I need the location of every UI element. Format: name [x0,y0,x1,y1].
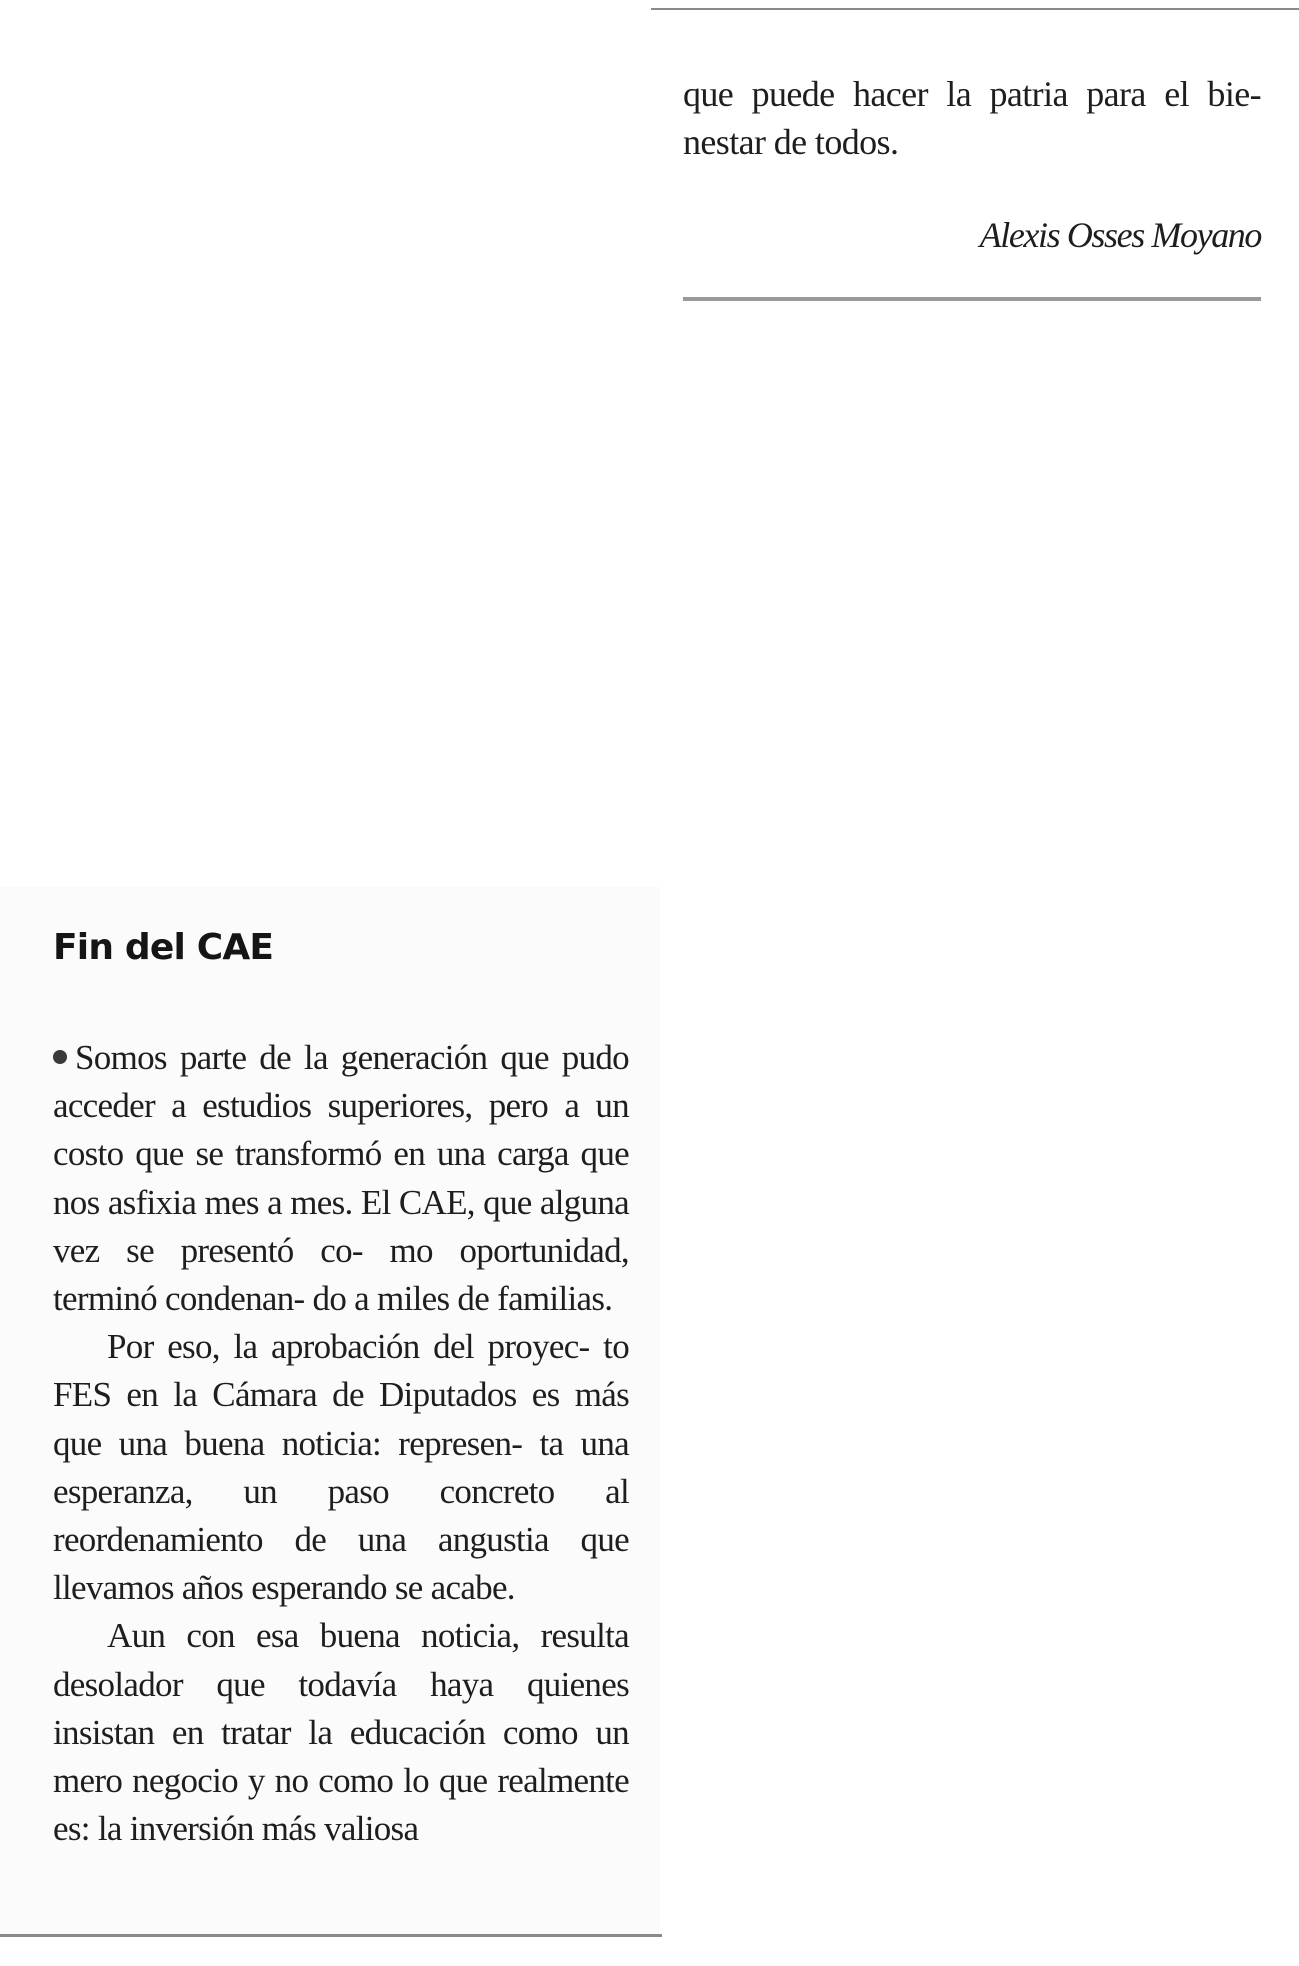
letter-paragraph-1 [53,1034,629,1323]
bottom-divider [0,1934,662,1937]
letter-fin-del-cae [0,887,660,1935]
letter-paragraph-2: Por eso, la aprobación del proyec- to FES en la Cámara de Diputados es más que una buena noticia: represen- ta una esperanza, un paso concreto al reordenamiento de una angustia que llevamos años esperando se acabe. [53,1327,629,1608]
previous-letter-text: que puede hacer la patria para el bie- nestar de todos. [683,74,1261,162]
bullet-dot-icon [53,1050,67,1064]
previous-letter-closing [683,70,1261,166]
letter-paragraph-3: Aun con esa buena noticia, resulta desolador que todavía haya quienes insistan en tratar la educación como un mero negocio y no como lo que realmente es: la inversión más valiosa [53,1616,629,1849]
previous-letter-signature: Alexis Osses Moyano [979,215,1261,255]
letter-body [53,1034,629,1853]
previous-letter-divider [683,297,1261,301]
letter-paragraph-1-text: Somos parte de la generación que pudo acceder a estudios superiores, pero a un costo que se transformó en una carga que nos asfixia mes a mes. El CAE, que alguna vez se presentó co- mo oportunidad, terminó condenan- do a miles de familias. [53,1038,629,1319]
letter-title: Fin del CAE [53,927,274,968]
top-divider [651,8,1299,10]
